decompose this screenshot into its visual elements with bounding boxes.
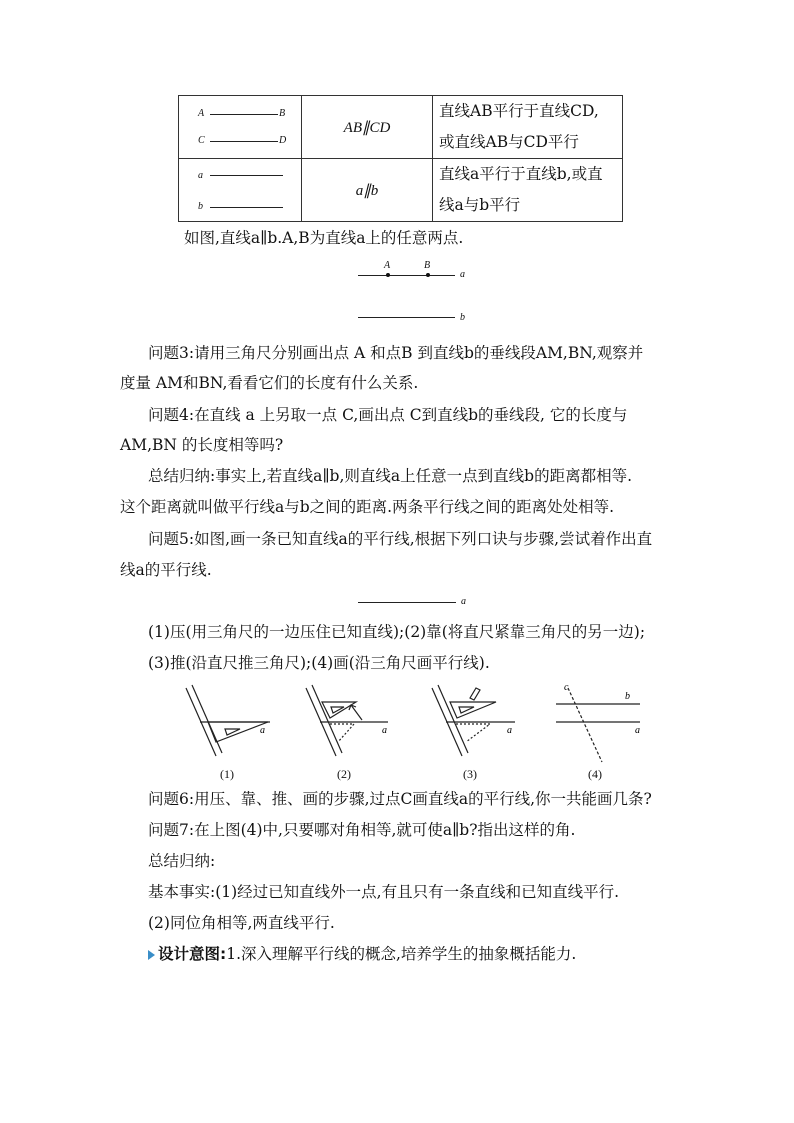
point-A-dot xyxy=(386,273,390,277)
point-B-dot xyxy=(426,273,430,277)
table-figure-cell xyxy=(179,96,302,159)
description-cell xyxy=(433,96,623,159)
caption-2: (2) xyxy=(337,767,351,781)
line-b xyxy=(358,317,455,318)
point-B-label: B xyxy=(424,260,431,271)
question-3-line1: 问题3:请用三角尺分别画出点 A 和点B 到直线b的垂线段AM,BN,观察并 xyxy=(148,344,644,362)
design-intent-text: 1.深入理解平行线的概念,培养学生的抽象概括能力. xyxy=(226,945,577,963)
step-3-label-a: a xyxy=(507,725,512,736)
summary-2-title: 总结归纳: xyxy=(148,852,216,870)
design-intent-label: 设计意图: xyxy=(158,945,227,963)
steps-line2: (3)推(沿直尺推三角尺);(4)画(沿三角尺画平行线). xyxy=(148,654,490,672)
summary-1-line1: 总结归纳:事实上,若直线a∥b,则直线a上任意一点到直线b的距离都相等. xyxy=(148,467,632,485)
label-b: b xyxy=(198,201,203,212)
step-2-diagram xyxy=(306,685,388,756)
given-line-figure xyxy=(355,594,475,610)
description-cell xyxy=(433,159,623,222)
design-intent xyxy=(148,944,576,964)
question-7: 问题7:在上图(4)中,只要哪对角相等,就可使a∥b?指出这样的角. xyxy=(148,821,576,839)
step-3-diagram xyxy=(432,685,515,756)
line-a xyxy=(358,275,455,276)
desc-line: 或直线AB与CD平行 xyxy=(439,133,579,151)
step-1-diagram xyxy=(186,685,270,756)
symbol-cell: a∥b xyxy=(302,159,433,222)
question-6: 问题6:用压、靠、推、画的步骤,过点C画直线a的平行线,你一共能画几条? xyxy=(148,790,652,808)
label-B: B xyxy=(279,108,286,119)
basic-fact-1: 基本事实:(1)经过已知直线外一点,有且只有一条直线和已知直线平行. xyxy=(148,883,620,901)
question-5-line2: 线a的平行线. xyxy=(120,561,212,579)
question-5-line1: 问题5:如图,画一条已知直线a的平行线,根据下列口诀与步骤,尝试着作出直 xyxy=(148,530,653,548)
label-D: D xyxy=(279,135,287,146)
steps-line1: (1)压(用三角尺的一边压住已知直线);(2)靠(将直尺紧靠三角尺的另一边); xyxy=(148,623,646,641)
play-arrow-icon xyxy=(148,950,155,960)
desc-line: 直线a平行于直线b,或直 xyxy=(439,165,603,183)
line-a xyxy=(210,175,283,176)
caption-4: (4) xyxy=(588,767,602,781)
step-2-label-a: a xyxy=(382,725,387,736)
line-a xyxy=(358,602,456,603)
caption-3: (3) xyxy=(463,767,477,781)
parallel-lines-figure xyxy=(350,258,480,328)
line-a-label: a xyxy=(460,269,465,280)
table-row xyxy=(179,96,623,159)
step-1-label-a: a xyxy=(260,725,265,736)
label-a: a xyxy=(198,170,203,181)
step-4-label-a: a xyxy=(635,725,640,736)
construction-steps-figure xyxy=(170,680,660,785)
step-4-label-b: b xyxy=(625,691,630,702)
summary-1-line2: 这个距离就叫做平行线a与b之间的距离.两条平行线之间的距离处处相等. xyxy=(120,498,615,516)
symbol-cell: AB∥CD xyxy=(302,96,433,159)
notation-table xyxy=(178,95,623,222)
basic-fact-2: (2)同位角相等,两直线平行. xyxy=(148,914,335,932)
line-AB xyxy=(210,114,278,115)
line-CD xyxy=(210,141,278,142)
desc-line: 直线AB平行于直线CD, xyxy=(439,102,599,120)
question-4-line1: 问题4:在直线 a 上另取一点 C,画出点 C到直线b的垂线段, 它的长度与 xyxy=(148,406,628,424)
question-3-line2: 度量 AM和BN,看看它们的长度有什么关系. xyxy=(120,374,419,392)
question-4-line2: AM,BN 的长度相等吗? xyxy=(120,436,284,454)
line-b xyxy=(210,207,283,208)
table-row xyxy=(179,159,623,222)
label-A: A xyxy=(198,108,205,119)
table-figure-cell xyxy=(179,159,302,222)
label-C: C xyxy=(198,135,205,146)
caption-1: (1) xyxy=(220,767,234,781)
intro-paragraph: 如图,直线a∥b.A,B为直线a上的任意两点. xyxy=(184,229,464,247)
desc-line: 线a与b平行 xyxy=(439,196,521,214)
step-4-label-c: c xyxy=(564,682,569,693)
point-A-label: A xyxy=(384,260,391,271)
line-b-label: b xyxy=(460,312,465,323)
line-a-label: a xyxy=(461,596,466,607)
